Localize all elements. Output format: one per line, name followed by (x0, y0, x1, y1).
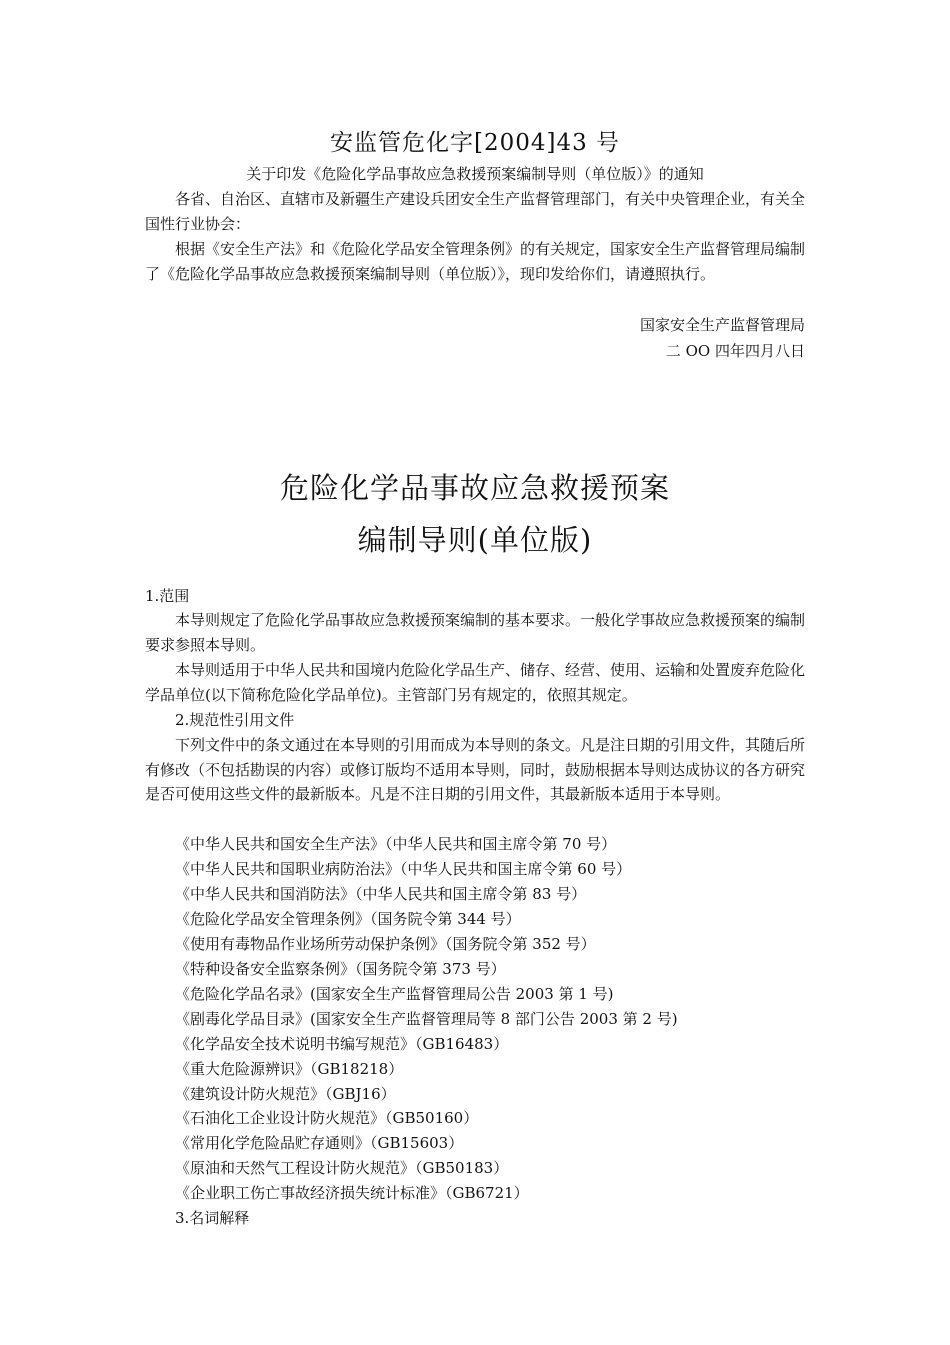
reference-item: 《危险化学品名录》(国家安全生产监督管理局公告 2003 第 1 号) (175, 984, 614, 1003)
reference-item: 《化学品安全技术说明书编写规范》（GB16483） (175, 1034, 509, 1053)
section-1-heading: 1.范围 (145, 587, 190, 605)
notice-title: 关于印发《危险化学品事故应急救援预案编制导则（单位版）》的通知 (246, 165, 704, 183)
reference-item: 《中华人民共和国职业病防治法》（中华人民共和国主席令第 60 号） (175, 859, 632, 878)
notice-body: 根据《安全生产法》和《危险化学品安全管理条例》的有关规定，国家安全生产监督管理局编制了《危险化学品事故应急救援预案编制导则（单位版）》，现印发给你们，请遵照执行。 (145, 240, 806, 283)
notice-addressees: 各省、自治区、直辖市及新疆生产建设兵团安全生产监督管理部门，有关中央管理企业，有关全国性行业协会： (145, 190, 806, 233)
guide-title-line2: 编制导则(单位版) (357, 523, 593, 557)
reference-item: 《剧毒化学品目录》(国家安全生产监督管理局等 8 部门公告 2003 第 2 号) (175, 1009, 678, 1028)
reference-item: 《中华人民共和国安全生产法》（中华人民共和国主席令第 70 号） (175, 835, 617, 853)
section-1-paragraph-1: 本导则规定了危险化学品事故应急救援预案编制的基本要求。一般化学事故应急救援预案的编制要求参照本导则。 (145, 611, 806, 654)
notice-signature: 国家安全生产监督管理局 (639, 316, 805, 334)
reference-item: 《建筑设计防火规范》（GBJ16） (175, 1084, 396, 1103)
reference-item: 《重大危险源辨识》（GB18218） (175, 1059, 404, 1078)
reference-item: 《石油化工企业设计防火规范》（GB50160） (175, 1109, 479, 1128)
section-2-paragraph-1: 下列文件中的条文通过在本导则的引用而成为本导则的条文。凡是注日期的引用文件，其随后所有修改（不包括勘误的内容）或修订版均不适用本导则，同时，鼓励根据本导则达成协议的各方研究是否可使用这些文件的最新版本。凡是不注日期的引用文件，其最新版本适用于本导则。 (145, 736, 806, 803)
reference-item: 《使用有毒物品作业场所劳动保护条例》（国务院令第 352 号） (175, 934, 596, 953)
reference-item: 《中华人民共和国消防法》（中华人民共和国主席令第 83 号） (175, 884, 587, 903)
reference-item: 《企业职工伤亡事故经济损失统计标准》（GB6721） (175, 1184, 529, 1203)
document-number: 安监管危化字[2004]43 号 (329, 130, 621, 156)
reference-item: 《危险化学品安全管理条例》（国务院令第 344 号） (175, 909, 521, 928)
reference-item: 《原油和天然气工程设计防火规范》（GB50183） (175, 1159, 509, 1178)
reference-item: 《特种设备安全监察条例》（国务院令第 373 号） (175, 959, 506, 978)
section-3-heading: 3.名词解释 (175, 1209, 250, 1228)
section-1-paragraph-2: 本导则适用于中华人民共和国境内危险化学品生产、储存、经营、使用、运输和处置废弃危险化学品单位(以下简称危险化学品单位)。主管部门另有规定的，依照其规定。 (145, 661, 806, 704)
section-2-heading: 2.规范性引用文件 (175, 711, 295, 729)
guide-title-line1: 危险化学品事故应急救援预案 (279, 471, 670, 505)
reference-list (145, 832, 810, 1231)
reference-item: 《常用化学危险品贮存通则》（GB15603） (175, 1134, 464, 1153)
notice-date: 二 OO 四年四月八日 (665, 342, 805, 360)
